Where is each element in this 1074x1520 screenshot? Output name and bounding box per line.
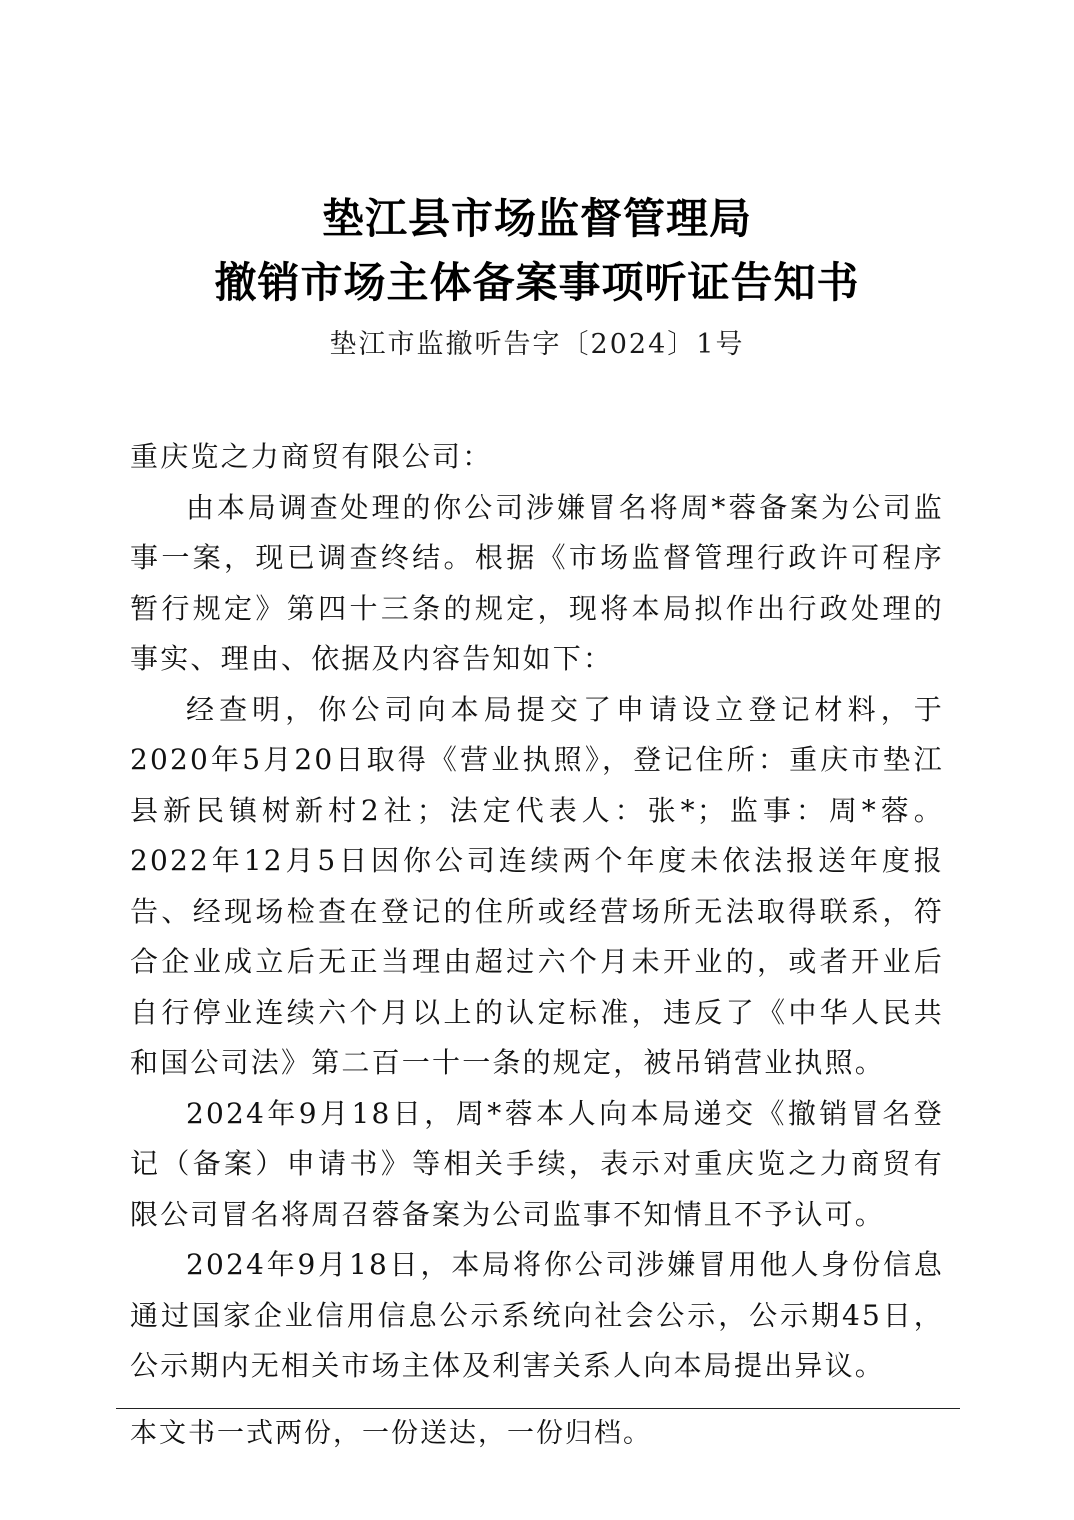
paragraph-public-notice: 2024年9月18日，本局将你公司涉嫌冒用他人身份信息通过国家企业信用信息公示系统向社会公示，公示期45日，公示期内无相关市场主体及利害关系人向本局提出异议。 <box>130 1248 944 1382</box>
document-title: 撤销市场主体备案事项听证告知书 <box>214 258 860 307</box>
paragraph-application: 2024年9月18日，周*蓉本人向本局递交《撤销冒名登记（备案）申请书》等相关手续，表示对重庆览之力商贸有限公司冒名将周召蓉备案为公司监事不知情且不予认可。 <box>130 1096 944 1231</box>
addressee: 重庆览之力商贸有限公司： <box>130 440 493 473</box>
footer-divider <box>116 1408 960 1409</box>
document-title-agency: 垫江县市场监督管理局 <box>321 194 752 243</box>
paragraph-case-intro: 由本局调查处理的你公司涉嫌冒名将周*蓉备案为公司监事一案，现已调查终结。根据《市场监督管理行政许可程序暂行规定》第四十三条的规定，现将本局拟作出行政处理的事实、理由、依据及内容告知如下： <box>130 490 944 675</box>
document-body <box>130 432 944 1392</box>
document-number: 垫江市监撤听告字〔2024〕1号 <box>329 329 745 360</box>
paragraph-findings: 经查明，你公司向本局提交了申请设立登记材料，于2020年5月20日取得《营业执照》，登记住所：重庆市垫江县新民镇树新村2社；法定代表人：张*；监事：周*蓉。2022年12月5日因你公司连续两个年度未依法报送年度报告、经现场检查在登记的住所或经营场所无法取得联系，符合企业成立后无正当理由超过六个月未开业的，或者开业后自行停业连续六个月以上的认定标准，违反了《中华人民共和国公司法》第二百一十一条的规定，被吊销营业执照。 <box>130 692 944 1079</box>
footer-note: 本文书一式两份，一份送达，一份归档。 <box>130 1418 652 1449</box>
